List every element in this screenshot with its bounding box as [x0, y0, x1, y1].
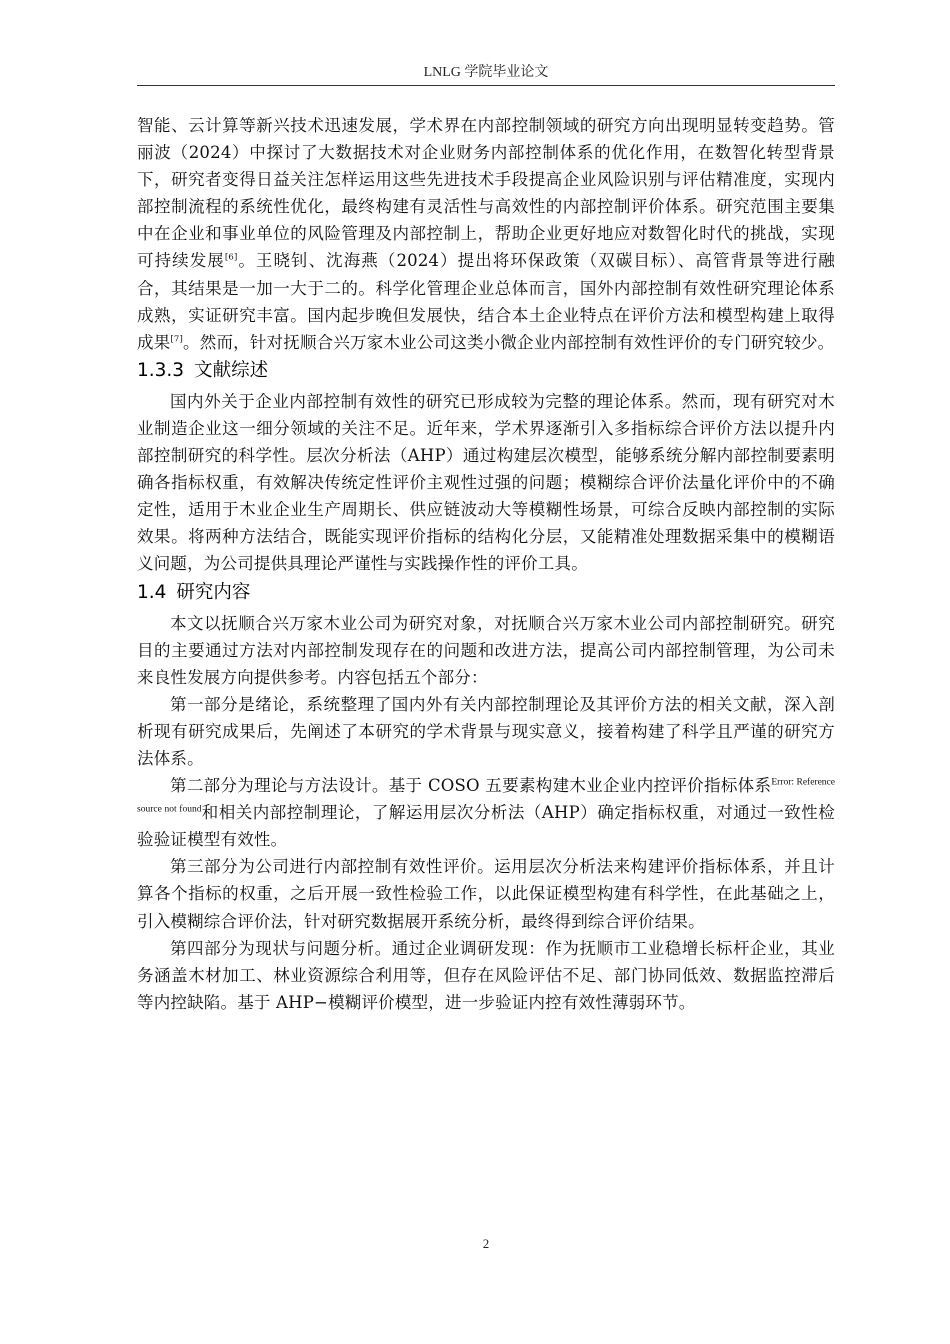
- page-number: 2: [482, 1236, 490, 1251]
- section-number: 1.3.3: [137, 359, 185, 381]
- paragraph-literature-review: 国内外关于企业内部控制有效性的研究已形成较为完整的理论体系。然而，现有研究对木业制造企业这一细分领域的关注不足。近年来，学术界逐渐引入多指标综合评价方法以提升内部控制研究的科学性。层次分析法（AHP）通过构建层次模型，能够系统分解内部控制要素明确各指标权重，有效解决传统定性评价主观性过强的问题；模糊综合评价法量化评价中的不确定性，适用于木业企业生产周期长、供应链波动大等模糊性场景，可综合反映内部控制的实际效果。将两种方法结合，既能实现评价指标的结构化分层，又能精准处理数据采集中的模糊语义问题，为公司提供具理论严谨性与实践操作性的评价工具。: [137, 391, 835, 574]
- paragraph-text: 。王晓钊、沈海燕（2024）提出将环保政策（双碳目标）、高管背景等进行融合，其结果是一加一大于二的。科学化管理企业总体而言，国外内部控制有效性研究理论体系成熟，实证研究丰富。国内起步晚但发展快，结合本土企业特点在评价方法和模型构建上取得成果: [137, 251, 836, 352]
- section-heading-1-4: [137, 579, 835, 607]
- paragraph-part-two: [137, 772, 835, 853]
- header-rule: [137, 85, 835, 86]
- paragraph-text: 智能、云计算等新兴技术迅速发展，学术界在内部控制领域的研究方向出现明显转变趋势。管丽波（2024）中探讨了大数据技术对企业财务内部控制体系的优化作用，在数智化转型背景下，研究者变得日益关注怎样运用这些先进技术手段提高企业风险识别与评估精准度，实现内部控制流程的系统性优化，最终构建有灵活性与高效性的内部控制评价体系。研究范围主要集中在企业和事业单位的风险管理及内部控制上，帮助企业更好地应对数智化时代的挑战，实现可持续发展: [137, 116, 835, 271]
- section-title: 研究内容: [176, 581, 251, 603]
- paragraph-research-intro: 本文以抚顺合兴万家木业公司为研究对象，对抚顺合兴万家木业公司内部控制研究。研究目的主要通过方法对内部控制发现存在的问题和改进方法，提高公司内部控制管理，为公司未来良性发展方向提供参考。内容包括五个部分：: [137, 613, 835, 687]
- section-heading-1-3-3: [137, 357, 835, 385]
- paragraph-part-three: 第三部分为公司进行内部控制有效性评价。运用层次分析法来构建评价指标体系，并且计算各个指标的权重，之后开展一致性检验工作，以此保证模型构建有科学性，在此基础之上，引入模糊综合评价法，针对研究数据展开系统分析，最终得到综合评价结果。: [137, 857, 835, 931]
- paragraph-text: 和相关内部控制理论，了解运用层次分析法（AHP）确定指标权重，对通过一致性检验验证模型有效性。: [137, 803, 835, 850]
- paragraph-text: 。然而，针对抚顺合兴万家木业公司这类小微企业内部控制有效性评价的专门研究较少。: [183, 332, 835, 352]
- paragraph-text: 第二部分为理论与方法设计。基于 COSO 五要素构建木业企业内控评价指标体系: [170, 776, 772, 796]
- paragraph-literature-continued: [137, 112, 835, 356]
- reference-error-text: Error: Reference source not found: [137, 777, 835, 815]
- page-body: [137, 112, 835, 1016]
- paragraph-part-one: 第一部分是绪论，系统整理了国内外有关内部控制理论及其评价方法的相关文献，深入剖析现有研究成果后，先阐述了本研究的学术背景与现实意义，接着构建了科学且严谨的研究方法体系。: [137, 694, 835, 768]
- section-title: 文献综述: [194, 359, 269, 381]
- section-number: 1.4: [137, 581, 167, 603]
- citation-7: [7]: [170, 334, 184, 345]
- paragraph-part-four: 第四部分为现状与问题分析。通过企业调研发现：作为抚顺市工业稳增长标杆企业，其业务涵盖木材加工、林业资源综合利用等，但存在风险评估不足、部门协同低效、数据监控滞后等内控缺陷。基于 AHP−模糊评价模型，进一步验证内控有效性薄弱环节。: [137, 938, 835, 1012]
- citation-6: [6]: [224, 252, 238, 263]
- running-header: LNLG 学院毕业论文: [423, 65, 549, 80]
